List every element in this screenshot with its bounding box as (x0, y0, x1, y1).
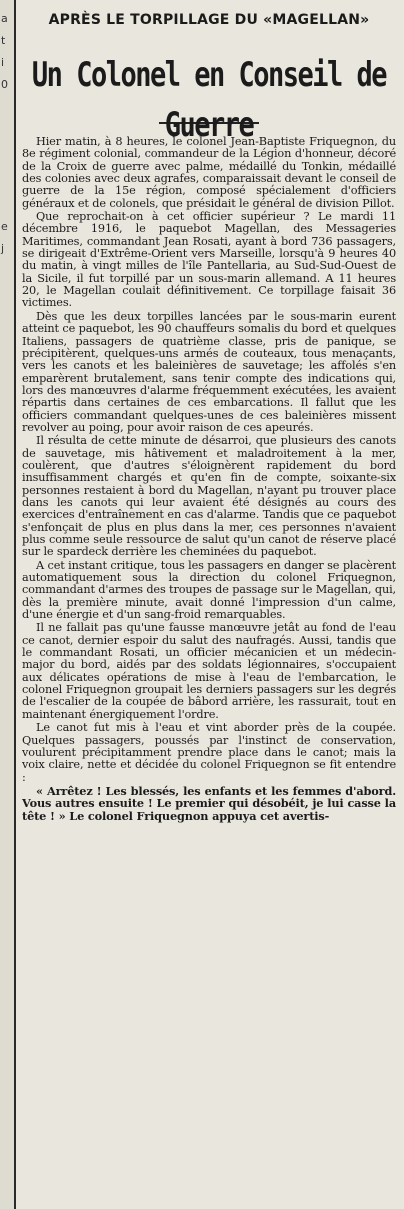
paragraph: « Arrêtez ! Les blessés, les enfants et les femmes d'abord. Vous autres ensuite ! Le premier qui désobéit, je lui casse la tête ! » Le colonel Friquegnon appuya cet avertis- (22, 783, 396, 823)
article-body (22, 136, 396, 822)
column-rule (14, 0, 16, 1209)
headline: Un Colonel en Conseil de Guerre (31, 56, 387, 145)
kicker: APRÈS LE TORPILLAGE DU «MAGELLAN» (48, 12, 370, 28)
paragraph: Il résulta de cette minute de désarroi, que plusieurs des canots de sauvetage, mis hâtivement et maladroitement à la mer, coulèrent, que d'autres s'éloignèrent rapidement du bord insuffisamment chargés et qu'en fin de compte, soixante-six personnes restaient à bord du Magellan, n'ayant pu trouver place dans les canots qui leur avaient été désignés au cours des exercices d'entraînement en cas d'alarme. Tandis que ce paquebot s'enfonçait de plus en plus dans la mer, ces personnes n'avaient plus comme seule ressource de salut qu'un canot de réserve placé sur le spardeck derrière les cheminées du paquebot. (22, 434, 396, 559)
paragraph: Le canot fut mis à l'eau et vint aborder près de la coupée. Quelques passagers, poussés par l'instinct de conservation, voulurent précipitamment prendre place dans le canot; mais la voix claire, nette et décidée du colonel Friquegnon se fit entendre : (22, 721, 396, 784)
margin-fragment: t (1, 34, 6, 47)
paragraph: Hier matin, à 8 heures, le colonel Jean-Baptiste Friquegnon, du 8e régiment colonial, commandeur de la Légion d'honneur, décoré de la Croix de guerre avec palme, médaillé du Tonkin, médaillé des colonies avec deux agrafes, comparaissait devant le conseil de guerre de la 15e région, composé spécialement d'officiers généraux et de colonels, que présidait le général de division Pillot. (22, 135, 396, 210)
paragraph: Que reprochait-on à cet officier supérieur ? Le mardi 11 décembre 1916, le paquebot Magellan, des Messageries Maritimes, commandant Jean Rosati, ayant à bord 736 passagers, se dirigeait d'Extrême-Orient vers Marseille, lorsqu'à 9 heures 40 du matin, à vingt milles de l'île Pantellaria, au Sud-Sud-Ouest de la Sicile, il fut torpillé par un sous-marin allemand. A 11 heures 20, le Magellan coulait définitivement. Ce torpillage faisait 36 victimes. (22, 210, 396, 310)
margin-fragment: j (1, 242, 5, 255)
paragraph: Dès que les deux torpilles lancées par le sous-marin eurent atteint ce paquebot, les 90 chauffeurs somalis du bord et quelques Italiens, passagers de quatrième classe, pris de panique, se précipitèrent, quelques-uns armés de couteaux, tous menaçants, vers les canots et les baleinières de sauvetage; les affolés s'en emparèrent brutalement, sans tenir compte des indications qui, lors des manœuvres d'alarme fréquemment exécutées, les avaient répartis dans certaines de ces embarcations. Il fallut que les officiers commandant quelques-unes de ces baleinières missent revolver au poing, pour avoir raison de ces apeurés. (22, 309, 396, 434)
margin-fragment: 0 (1, 78, 8, 91)
paragraph: A cet instant critique, tous les passagers en danger se placèrent automatiquement sous la direction du colonel Friquegnon, commandant d'armes des troupes de passage sur le Magellan, qui, dès la première minute, avait donné l'impression d'un calme, d'une énergie et d'un sang-froid remarquables. (22, 558, 396, 622)
left-margin-strip (0, 0, 14, 1209)
margin-fragment: e (1, 220, 8, 233)
paragraph: Il ne fallait pas qu'une fausse manœuvre jetât au fond de l'eau ce canot, dernier espoir du salut des naufragés. Aussi, tandis que le commandant Rosati, un officier mécanicien et un médecin-major du bord, aidés par des soldats légionnaires, s'occupaient aux délicates opérations de mise à l'eau de l'embarcation, le colonel Friquegnon groupait les derniers passagers sur les degrés de l'escalier de la coupée de bâbord arrière, les rassurait, tout en maintenant énergiquement l'ordre. (22, 621, 396, 721)
margin-fragments (1, 8, 13, 260)
newspaper-column (22, 0, 396, 822)
margin-fragment: a (1, 12, 8, 25)
margin-fragment: i (1, 56, 5, 69)
